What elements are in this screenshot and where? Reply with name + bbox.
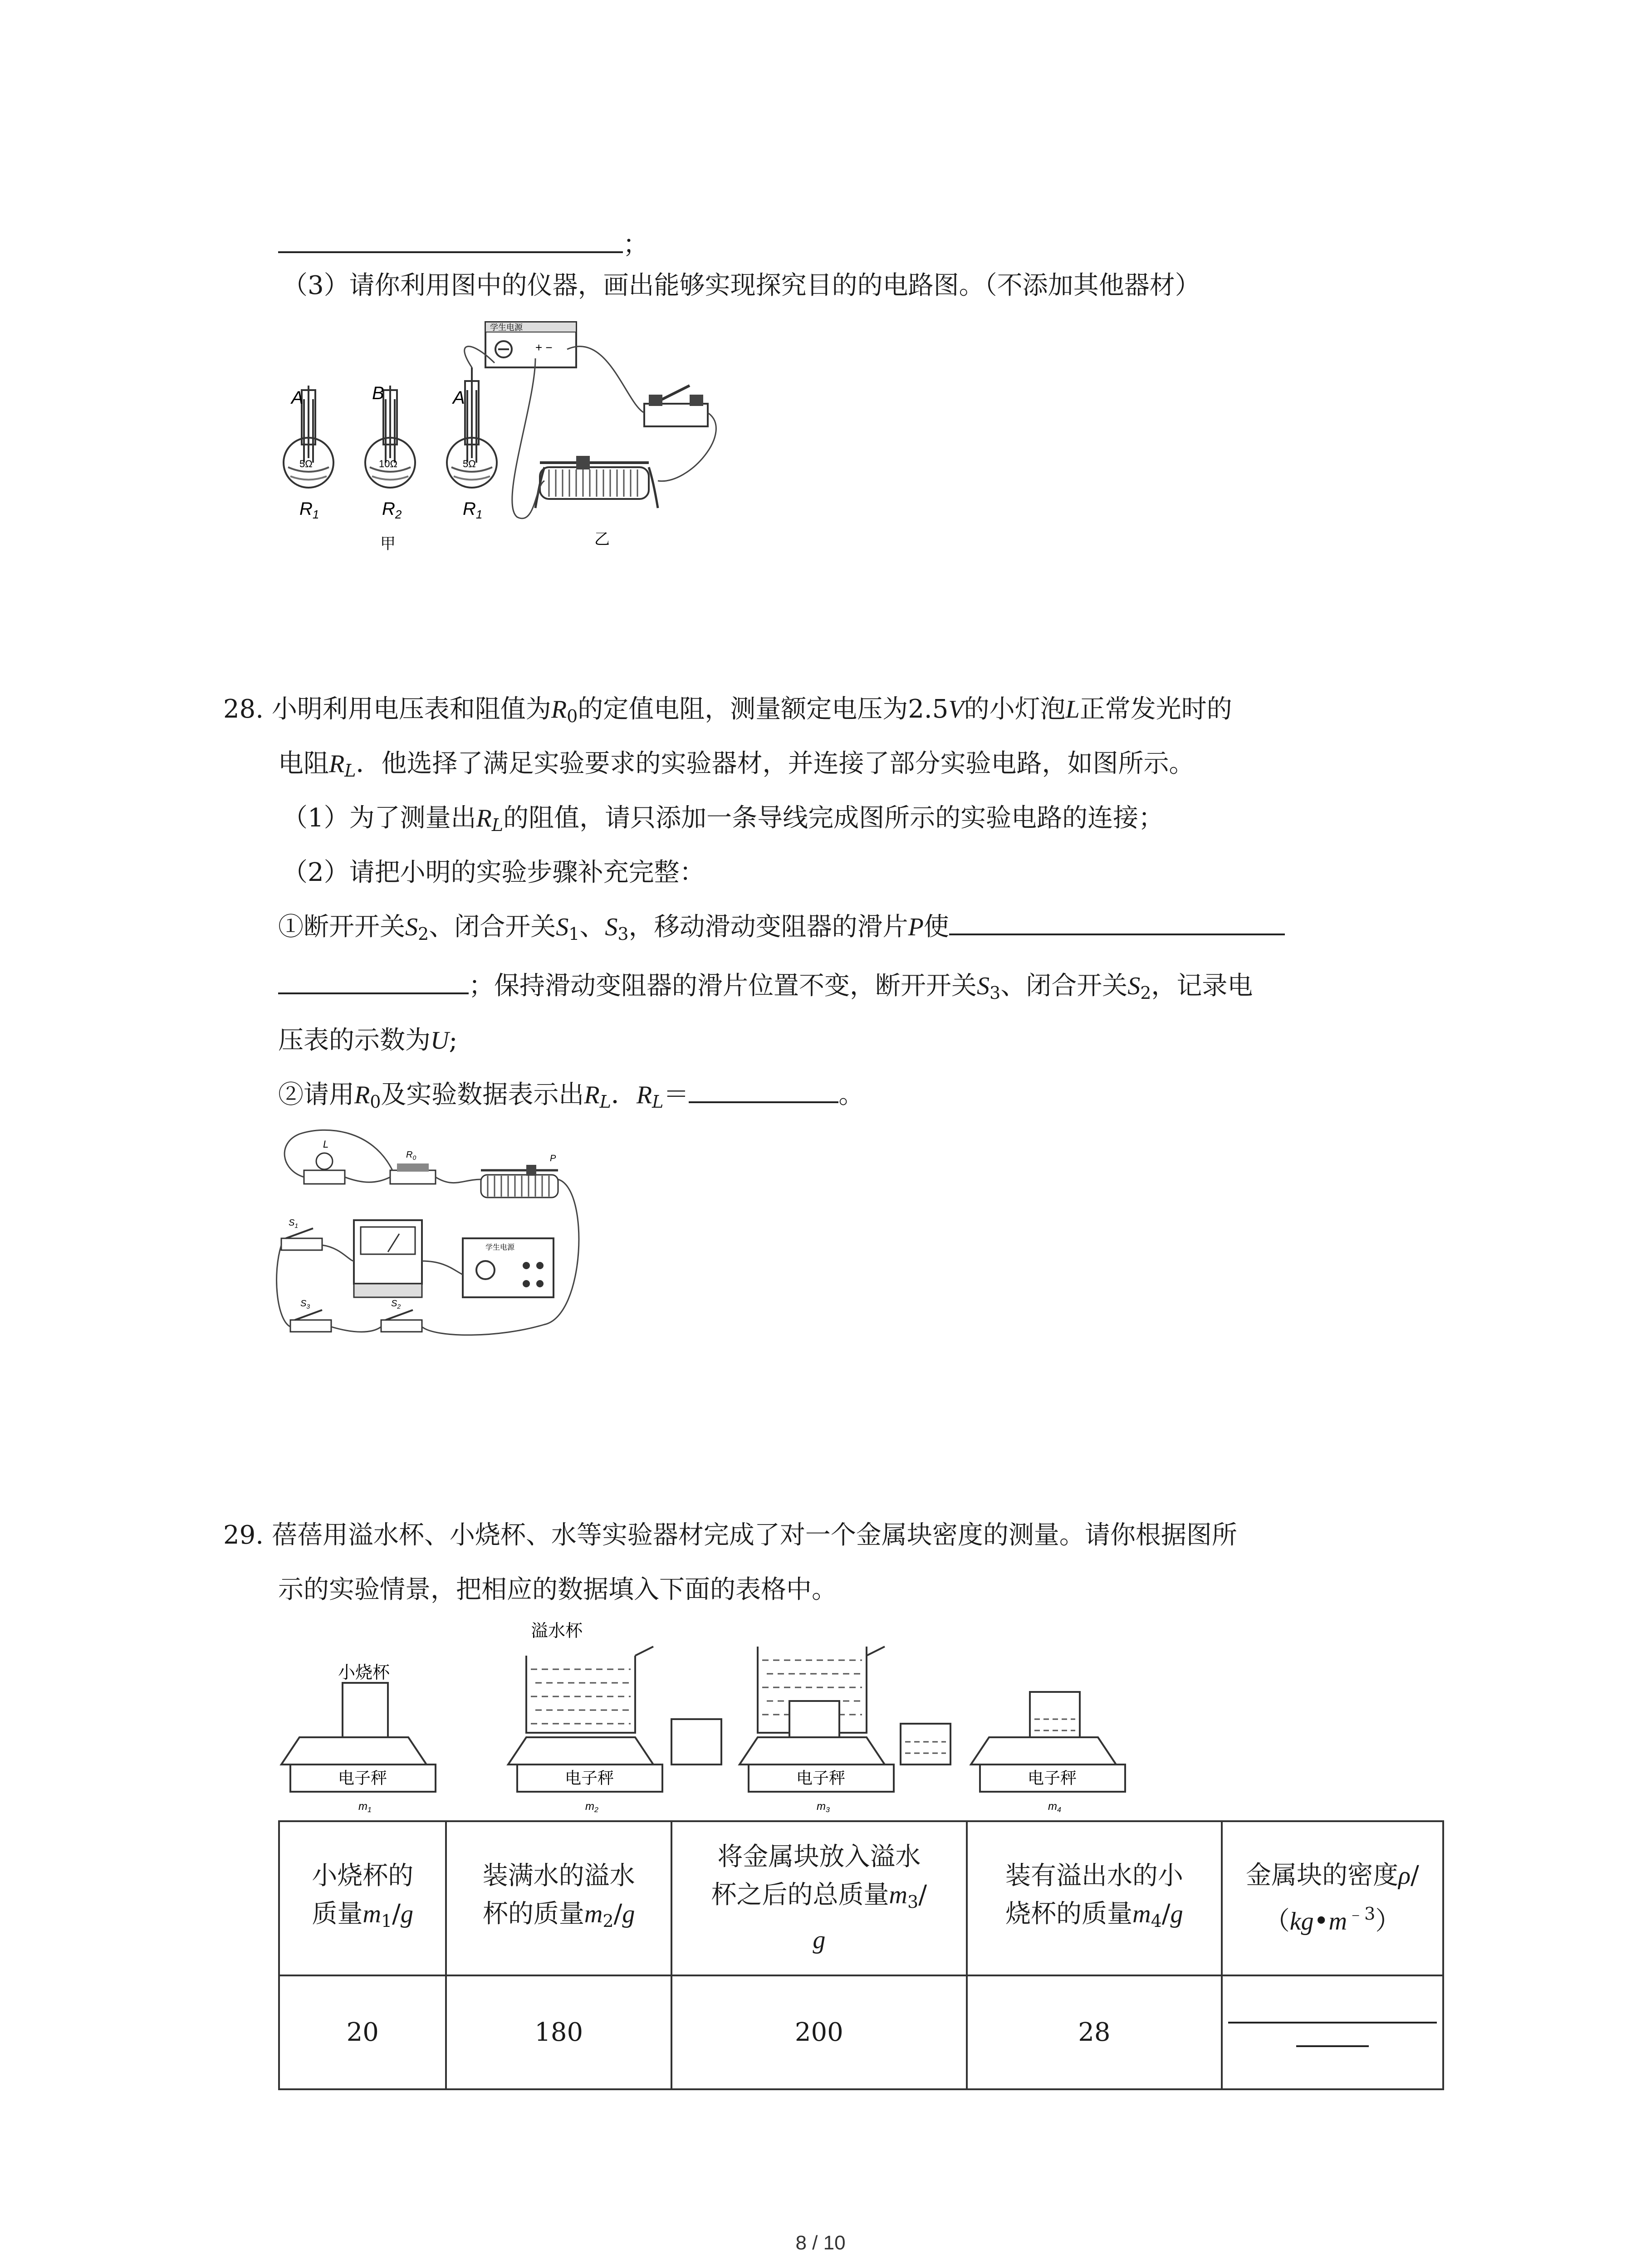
mass-label-2: $m_2$ <box>585 1800 598 1814</box>
q28-step2: ②请用$R_0$及实验数据表示出$R_L$．$R_L=$ 。 <box>278 1080 864 1112</box>
flask-label-2: B <box>372 383 384 403</box>
slider-label: P <box>550 1154 556 1163</box>
q27-part3-text: （3）请你利用图中的仪器，画出能够实现探究目的的电路图。（不添加其他器材） <box>282 271 1200 300</box>
header-small-beaker-mass: 小烧杯的 质量$m_1/g$ <box>279 1821 446 1975</box>
power-supply-label: 学生电源 <box>485 1244 515 1251</box>
q27-figure <box>281 313 744 567</box>
cell-m2: 180 <box>446 1975 671 2089</box>
header-total-mass: 将金属块放入溢水 杯之后的总质量$m_3/$ g <box>671 1821 967 1975</box>
q29-figure <box>272 1619 1180 1814</box>
power-terminals: + − <box>535 341 553 354</box>
semicolon: ； <box>623 230 648 259</box>
q28-part2: （2）请把小明的实验步骤补充完整： <box>282 858 705 887</box>
cell-density-answer[interactable] <box>1222 1975 1443 2089</box>
flask-value-1: 5Ω <box>299 458 313 469</box>
switch-s2-label: $S_2$ <box>391 1299 401 1310</box>
answer-blank[interactable] <box>1296 2042 1369 2047</box>
q28-line-1: 28. 小明利用电压表和阻值为$R_0$的定值电阻，测量额定电压为2.5V的小灯泡L正常发光时的 <box>223 694 1232 726</box>
q28-part1: （1）为了测量出$R_L$的阻值，请只添加一条导线完成图所示的实验电路的连接； <box>282 803 1164 835</box>
answer-blank[interactable] <box>278 989 469 994</box>
header-density: 金属块的密度ρ/ $(kg•m^{﹣3})$ <box>1222 1821 1443 1975</box>
header-full-cup-mass: 装满水的溢水 杯的质量$m_2/g$ <box>446 1821 671 1975</box>
table-row <box>279 1975 1443 2089</box>
q29-line-2: 示的实验情景，把相应的数据填入下面的表格中。 <box>278 1575 837 1604</box>
switch-s3 <box>290 1310 331 1332</box>
caption-yi: 乙 <box>594 531 610 548</box>
rheostat <box>535 456 658 508</box>
power-supply-label: 学生电源 <box>490 323 523 332</box>
switch-s2 <box>381 1310 422 1332</box>
mass-label-4: $m_4$ <box>1048 1800 1061 1814</box>
flask-label-3: A <box>453 388 465 408</box>
flask-label-1: A <box>291 388 304 408</box>
q29-line-1: 29. 蓓蓓用溢水杯、小烧杯、水等实验器材完成了对一个金属块密度的测量。请你根据图所 <box>223 1520 1237 1550</box>
scale-2 <box>508 1647 721 1792</box>
flask-r-2: $R_2$ <box>382 499 402 521</box>
q27-answer-blank-line <box>278 227 648 263</box>
q28-step1: ①断开开关$S_2$、闭合开关$S_1$、$S_3$，移动滑动变阻器的滑片P使 <box>278 909 1285 952</box>
question-number: 28. <box>223 694 264 724</box>
scale-label-3: 电子秤 <box>796 1769 846 1787</box>
answer-blank[interactable] <box>689 1098 838 1103</box>
flask-r-3: $R_1$ <box>463 499 483 521</box>
q28-line-2: 电阻$R_L$．他选择了满足实验要求的实验器材，并连接了部分实验电路，如图所示。 <box>278 749 1195 781</box>
answer-blank[interactable] <box>949 930 1285 935</box>
flask-3 <box>447 367 497 488</box>
overflow-cup-label: 溢水杯 <box>531 1622 583 1641</box>
mass-label-1: $m_1$ <box>358 1800 372 1814</box>
switch-s1-label: $S_1$ <box>289 1218 299 1229</box>
voltmeter <box>354 1220 422 1297</box>
q28-figure <box>272 1125 599 1352</box>
scale-label-2: 电子秤 <box>565 1769 614 1787</box>
scale-label-1: 电子秤 <box>338 1769 387 1787</box>
table-header-row <box>279 1821 1443 1975</box>
flask-r-1: $R_1$ <box>299 499 319 521</box>
mass-label-3: $m_3$ <box>817 1800 830 1814</box>
caption-jia: 甲 <box>380 535 396 552</box>
r0-resistor <box>390 1163 436 1184</box>
flask-value-3: 5Ω <box>463 458 476 469</box>
r0-label: $R_0$ <box>406 1150 416 1161</box>
knife-switch <box>644 386 708 426</box>
lamp-label: L <box>323 1139 329 1150</box>
lamp <box>304 1153 345 1184</box>
header-overflow-water-mass: 装有溢出水的小 烧杯的质量$m_4/g$ <box>967 1821 1222 1975</box>
cell-m3: 200 <box>671 1975 967 2089</box>
q27-figure-svg <box>281 313 744 567</box>
switch-s3-label: $S_3$ <box>300 1299 310 1310</box>
page-number: 8 / 10 <box>795 2232 846 2254</box>
answer-blank[interactable] <box>1228 2018 1437 2024</box>
flask-value-2: 10Ω <box>379 458 397 469</box>
q28-step1-end: 压表的示数为U; <box>278 1026 458 1055</box>
switch-s1 <box>281 1228 322 1250</box>
data-table <box>278 1820 1444 2090</box>
rheostat <box>481 1165 558 1198</box>
small-beaker-label: 小烧杯 <box>338 1663 390 1682</box>
scale-label-4: 电子秤 <box>1028 1769 1077 1787</box>
question-number: 29. <box>223 1520 264 1550</box>
cell-m1: 20 <box>279 1975 446 2089</box>
q29-figure-svg <box>272 1619 1180 1814</box>
answer-blank[interactable] <box>278 248 623 253</box>
cell-m4: 28 <box>967 1975 1222 2089</box>
q28-figure-svg <box>272 1125 599 1352</box>
q28-step1-cont: ；保持滑动变阻器的滑片位置不变，断开开关$S_3$、闭合开关$S_2$，记录电 <box>278 968 1253 1011</box>
